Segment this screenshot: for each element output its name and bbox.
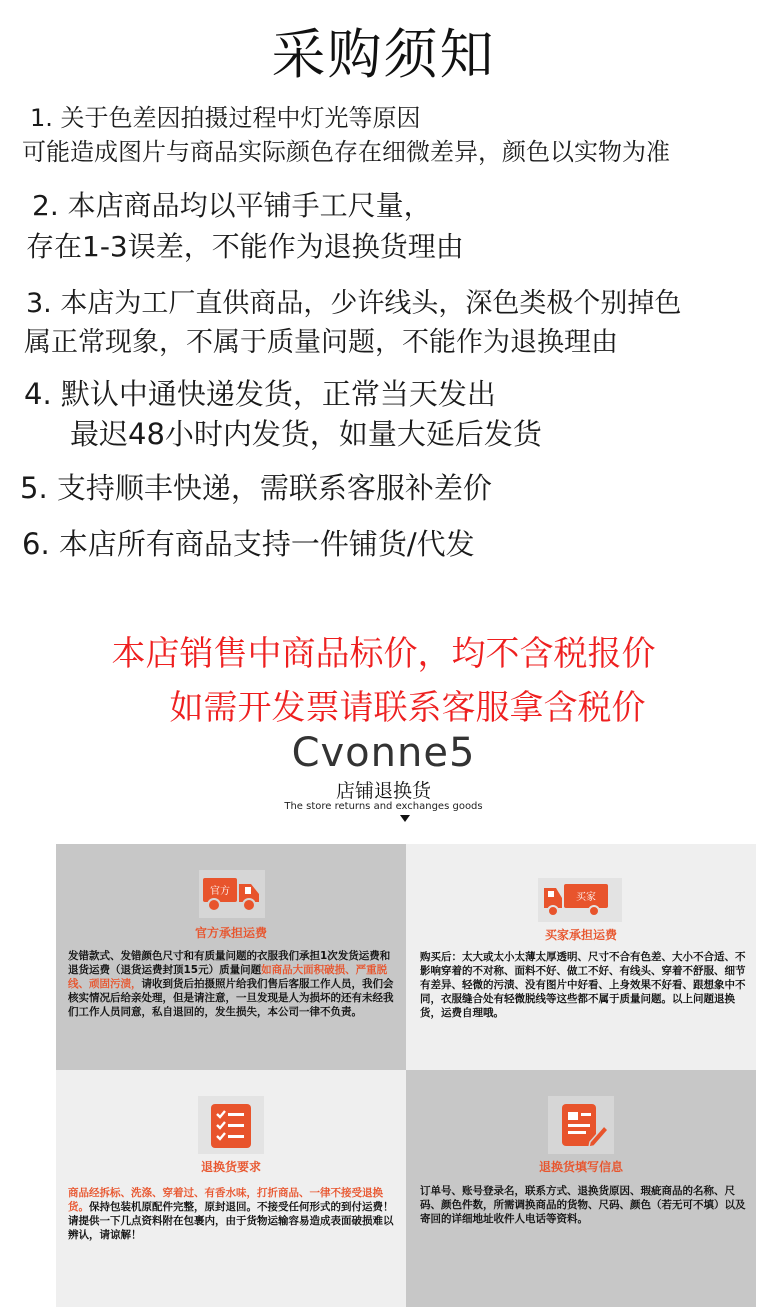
panel-title: 买家承担运费	[544, 928, 617, 942]
body-highlight: 商品经拆标、洗涤、穿着过、有香水味，打折商品、一律不接受退换货。	[68, 1187, 383, 1213]
return-form-info-panel	[406, 1070, 756, 1307]
truck-badge-text: 买家	[576, 892, 596, 903]
panel-title: 官方承担运费	[194, 926, 267, 940]
official-shipping-panel	[56, 844, 406, 1070]
rule-5: 5. 支持顺丰快递，需联系客服补差价	[20, 471, 492, 505]
rule-3-line-1: 3. 本店为工厂直供商品，少许线头，深色类极个别掉色	[26, 288, 682, 319]
buyer-shipping-panel	[406, 844, 756, 1070]
checklist-icon	[198, 1096, 264, 1154]
rule-4-line-2: 最迟48小时内发货，如量大延后发货	[70, 417, 542, 451]
rule-6: 6. 本店所有商品支持一件铺货/代发	[22, 527, 475, 561]
body-text-cont: 请收到货后拍摄照片给我们售后客服工作人员，我们会核实情况后给亲处理，但是请注意，一旦发现是人为损坏的还有未经我们工作人员同意，私自退回的，发生损失，本公司一律不负责。	[68, 978, 394, 1018]
panel-body	[68, 1186, 396, 1242]
truck-icon	[538, 878, 622, 922]
tax-notice-line-1: 本店销售中商品标价，均不含税报价	[111, 634, 656, 674]
panel-body: 购买后：太大或太小太薄太厚透明、尺寸不合有色差、大小不合适、不影响穿着的不对称、面料不好、做工不好、有线头、穿着不舒服、细节有差异、轻微的污渍、没有图片中好看、上身效果不好看、跟想象中不同，衣服缝合处有轻微脱线等这些都不属于质量问题。以上问题退换货，运费自理哦。	[420, 951, 746, 1019]
body-text: 发错款式、发错颜色尺寸和有质量问题的衣服我们承担1次发货运费和退货运费（退货运费封顶15元）质量问题	[68, 950, 391, 976]
panel-body: 订单号、账号登录名，联系方式、退换货原因、瑕疵商品的名称、尺码、颜色件数，所需调换商品的货物、尺码、颜色（若无可不填）以及寄回的详细地址收件人电话等资料。	[420, 1185, 746, 1225]
rule-1-line-2: 可能造成图片与商品实际颜色存在细微差异，颜色以实物为准	[22, 138, 670, 166]
body-highlight: 如商品大面积破损、严重脱线、顽固污渍，	[68, 964, 388, 990]
down-arrow-icon	[400, 815, 410, 822]
rule-2-line-2: 存在1-3误差，不能作为退换货理由	[26, 230, 464, 263]
panel-title: 退换货要求	[200, 1160, 261, 1174]
body-text: 保持包装机原配件完整，原封退回。不接受任何形式的到付运费！请提供一下几点资料附在包裹内，由于货物运输容易造成表面破损难以辨认，请谅解！	[68, 1201, 394, 1241]
section-subtitle: The store returns and exchanges goods	[284, 801, 483, 812]
page-title: 采购须知	[271, 23, 496, 86]
panel-title: 退换货填写信息	[538, 1160, 623, 1174]
truck-icon	[199, 870, 265, 918]
form-edit-icon	[548, 1096, 614, 1154]
truck-badge-text: 官方	[210, 886, 230, 897]
brand-name: Cvonne5	[291, 730, 476, 776]
return-requirements-panel	[56, 1070, 406, 1307]
panel-body	[68, 949, 396, 1019]
rule-2-line-1: 2. 本店商品均以平铺手工尺量，	[32, 189, 432, 222]
rule-4-line-1: 4. 默认中通快递发货，正常当天发出	[24, 377, 496, 411]
rule-3-line-2: 属正常现象，不属于质量问题，不能作为退换理由	[24, 327, 618, 358]
tax-notice-line-2: 如需开发票请联系客服拿含税价	[169, 688, 646, 728]
rule-1-line-1: 1. 关于色差因拍摄过程中灯光等原因	[30, 104, 421, 132]
section-title: 店铺退换货	[335, 780, 431, 802]
